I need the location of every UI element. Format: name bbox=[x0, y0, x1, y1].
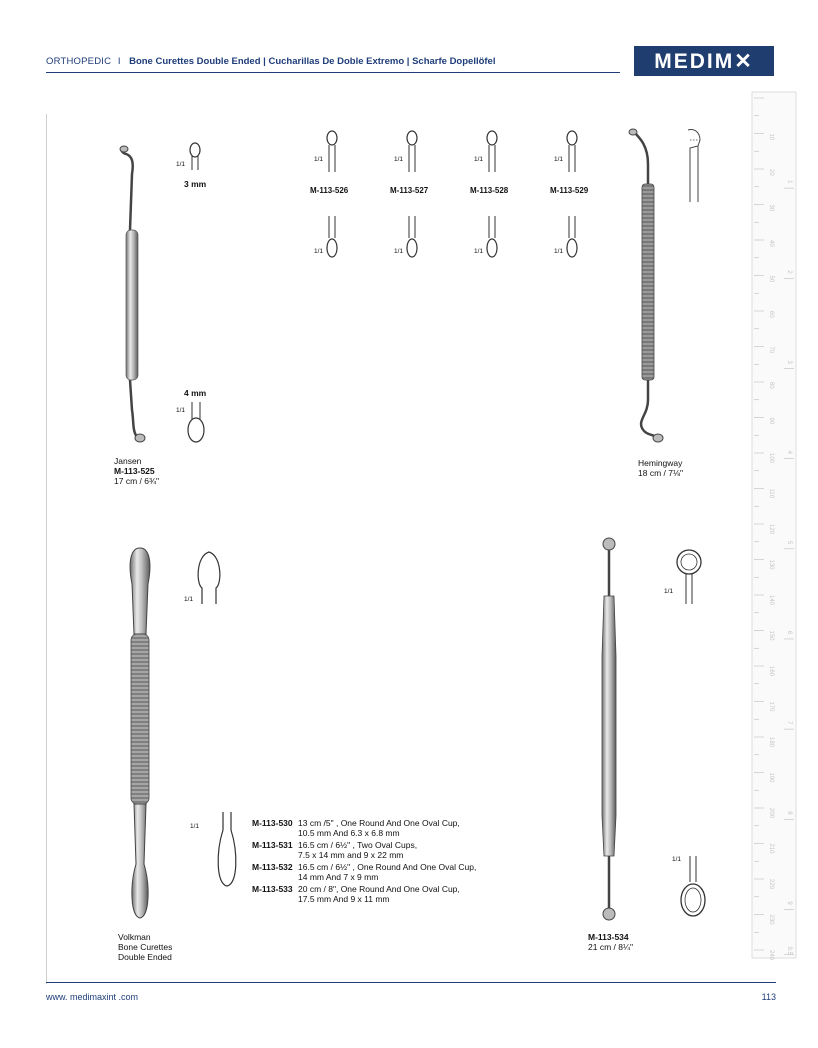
ruler-cm-label: 90 bbox=[768, 417, 774, 425]
header-category: ORTHOPEDIC bbox=[46, 56, 112, 67]
ruler-cm-label: 50 bbox=[768, 275, 774, 283]
hemingway-size: 18 cm / 7⅛" bbox=[638, 468, 684, 478]
variant-code: M-113-529 bbox=[550, 186, 589, 195]
brand-logo: MEDIM✕ bbox=[634, 46, 774, 76]
volkman-label bbox=[118, 932, 172, 962]
variant-loop-bottom bbox=[404, 216, 420, 260]
jansen-tip-top-loop bbox=[188, 140, 202, 170]
spec-line-1: 16.5 cm / 6½" , One Round And One Oval Cup, bbox=[298, 862, 477, 872]
variant-code: M-113-527 bbox=[390, 186, 429, 195]
jansen-code: M-113-525 bbox=[114, 466, 155, 476]
spec-row bbox=[252, 884, 460, 894]
spec-line-2: 7.5 x 14 mm and 9 x 22 mm bbox=[298, 850, 404, 860]
ruler-cm-label: 220 bbox=[768, 879, 774, 890]
ruler-cm-label: 80 bbox=[768, 382, 774, 389]
spec-row bbox=[252, 840, 417, 850]
ruler-cm-label: 10 bbox=[768, 133, 774, 141]
ruler-inch-label: 7 bbox=[786, 721, 792, 725]
spec-line-1: 13 cm /5" , One Round And One Oval Cup, bbox=[298, 818, 460, 828]
jansen-curette-drawing bbox=[110, 140, 160, 450]
ruler-cm-label: 120 bbox=[768, 524, 774, 535]
volkman-desc-1: Bone Curettes bbox=[118, 942, 173, 952]
volkman-tip-bottom-loop bbox=[214, 812, 240, 888]
variant-scale: 1/1 bbox=[314, 248, 324, 255]
variant-loop-bottom bbox=[564, 216, 580, 260]
ruler-cm-label: 190 bbox=[768, 772, 774, 783]
hemingway-name: Hemingway bbox=[638, 458, 683, 468]
volkman-top-scale: 1/1 bbox=[184, 596, 194, 603]
m534-bottom-scale: 1/1 bbox=[672, 856, 682, 863]
measurement-ruler bbox=[752, 92, 796, 961]
header-rule bbox=[46, 72, 620, 73]
m534-tip-top-loop bbox=[674, 544, 704, 604]
hemingway-tip-detail bbox=[684, 126, 704, 202]
ruler-inch-label: 8 bbox=[786, 811, 792, 815]
jansen-tip-bottom-size: 4 mm bbox=[184, 388, 207, 398]
ruler-cm-label: 200 bbox=[768, 808, 774, 819]
variant-scale: 1/1 bbox=[554, 248, 564, 255]
variant-scale: 1/1 bbox=[474, 248, 484, 255]
header-separator: I bbox=[117, 56, 121, 67]
variant-scale: 1/1 bbox=[314, 156, 324, 163]
ruler-inch-label: 9.5 bbox=[786, 946, 792, 955]
ruler-cm-label: 180 bbox=[768, 737, 774, 748]
hemingway-label bbox=[638, 458, 683, 478]
jansen-top-scale: 1/1 bbox=[176, 161, 186, 168]
spec-code: M-113-530 bbox=[252, 818, 293, 828]
volkman-bottom-scale: 1/1 bbox=[190, 823, 200, 830]
ruler-cm-label: 40 bbox=[768, 240, 774, 247]
variant-code: M-113-528 bbox=[470, 186, 509, 195]
volkman-tip-top-loop bbox=[194, 548, 224, 604]
jansen-tip-bottom-loop bbox=[186, 402, 206, 444]
ruler-inch-label: 4 bbox=[786, 450, 792, 454]
ruler-cm-label: 110 bbox=[768, 488, 774, 499]
ruler-cm-label: 140 bbox=[768, 595, 774, 606]
ruler-cm-label: 240 bbox=[768, 950, 774, 961]
ruler-cm-label: 210 bbox=[768, 843, 774, 854]
jansen-bottom-scale: 1/1 bbox=[176, 407, 186, 414]
variant-scale: 1/1 bbox=[394, 248, 404, 255]
variant-code: M-113-526 bbox=[310, 186, 349, 195]
hemingway-curette-drawing bbox=[624, 128, 664, 448]
spec-code: M-113-531 bbox=[252, 840, 293, 850]
variant-scale: 1/1 bbox=[554, 156, 564, 163]
m534-curette-drawing bbox=[594, 536, 624, 924]
header-title: Bone Curettes Double Ended | Cucharillas De Doble Extremo | Scharfe Dopellöfel bbox=[129, 56, 496, 67]
jansen-size: 17 cm / 6¾" bbox=[114, 476, 160, 486]
spec-code: M-113-533 bbox=[252, 884, 293, 894]
spec-line-2: 17.5 mm And 9 x 11 mm bbox=[298, 894, 390, 904]
ruler-inch-label: 6 bbox=[786, 630, 792, 635]
footer-website[interactable]: www. medimaxint .com bbox=[46, 992, 139, 1002]
ruler-cm-label: 30 bbox=[768, 204, 774, 212]
spec-row bbox=[252, 818, 460, 828]
m534-code: M-113-534 bbox=[588, 932, 629, 942]
ruler-inch-label: 5 bbox=[786, 540, 792, 545]
m534-top-scale: 1/1 bbox=[664, 588, 674, 595]
footer-rule bbox=[46, 982, 776, 983]
m534-tip-bottom-loop bbox=[678, 856, 708, 920]
ruler-inch-label: 9 bbox=[786, 901, 792, 905]
variant-loop-top bbox=[324, 128, 340, 172]
volkman-name: Volkman bbox=[118, 932, 151, 942]
spec-row bbox=[252, 862, 476, 872]
jansen-tip-top-size: 3 mm bbox=[184, 179, 207, 189]
spec-line-2: 14 mm And 7 x 9 mm bbox=[298, 872, 379, 882]
page-number: 113 bbox=[761, 992, 776, 1002]
variant-loop-bottom bbox=[324, 216, 340, 260]
ruler-cm-label: 60 bbox=[768, 311, 774, 318]
page-header bbox=[46, 56, 495, 67]
ruler-inch-label: 2 bbox=[786, 270, 792, 274]
m534-size: 21 cm / 8¼" bbox=[588, 942, 634, 952]
volkman-curette-drawing bbox=[118, 544, 162, 924]
ruler-cm-label: 170 bbox=[768, 701, 774, 712]
spec-line-1: 20 cm / 8", One Round And One Oval Cup, bbox=[298, 884, 460, 894]
variant-loop-bottom bbox=[484, 216, 500, 260]
variant-loop-top bbox=[484, 128, 500, 172]
ruler-cm-label: 230 bbox=[768, 914, 774, 925]
spec-line-2: 10.5 mm And 6.3 x 6.8 mm bbox=[298, 828, 400, 838]
volkman-desc-2: Double Ended bbox=[118, 952, 172, 962]
m534-label bbox=[588, 932, 633, 952]
spec-code: M-113-532 bbox=[252, 862, 293, 872]
ruler-cm-label: 130 bbox=[768, 559, 774, 570]
ruler-cm-label: 20 bbox=[768, 169, 774, 176]
ruler-inch-label: 1 bbox=[786, 180, 792, 184]
ruler-inch-label: 3 bbox=[786, 360, 792, 364]
variant-loop-top bbox=[404, 128, 420, 172]
ruler-cm-label: 100 bbox=[768, 453, 774, 464]
ruler-cm-label: 160 bbox=[768, 666, 774, 677]
variant-scale: 1/1 bbox=[394, 156, 404, 163]
jansen-name: Jansen bbox=[114, 456, 142, 466]
jansen-label bbox=[114, 456, 159, 486]
ruler-cm-label: 150 bbox=[768, 630, 774, 641]
variant-loop-top bbox=[564, 128, 580, 172]
frame-left-rule bbox=[46, 114, 47, 984]
ruler-cm-label: 70 bbox=[768, 346, 774, 354]
spec-line-1: 16.5 cm / 6½" , Two Oval Cups, bbox=[298, 840, 418, 850]
variant-scale: 1/1 bbox=[474, 156, 484, 163]
